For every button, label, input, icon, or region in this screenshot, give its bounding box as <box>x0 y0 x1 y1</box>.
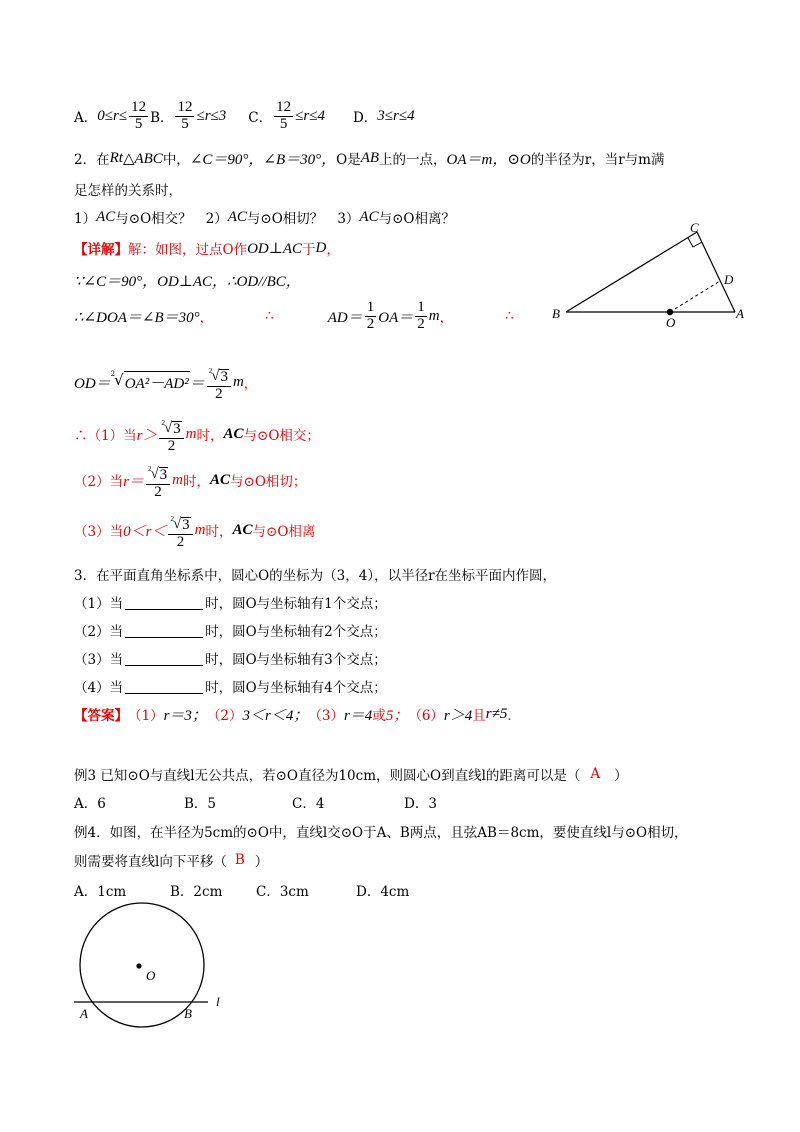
case-math: m <box>194 521 206 538</box>
ex4-answer: B <box>234 852 245 868</box>
solution-text: ， <box>326 242 340 258</box>
case-math: 0＜r＜ <box>123 523 167 540</box>
answer-text: （3） <box>308 708 344 724</box>
ex3-options <box>74 790 437 814</box>
segment-od <box>670 281 720 312</box>
solution-text: ∴ <box>265 308 274 324</box>
solution-math: OA＝ <box>378 309 414 326</box>
sub2-ac: AC <box>227 208 247 225</box>
q2-math: AB <box>360 149 380 166</box>
fraction-half: $\frac{1}{2}$ <box>366 298 375 332</box>
answer-text: （2） <box>206 708 243 724</box>
label-c: C <box>690 220 699 235</box>
q2-stem <box>74 146 664 170</box>
option-c-label: C． <box>248 110 273 126</box>
fraction-12-5: $\frac{12}{5}$ <box>177 98 193 132</box>
ex4-text: 例4．如图，在半径为5cm的⊙O中，直线l交⊙O于A、B两点，且弦AB＝8cm，要使直线l与⊙O相切， <box>74 825 688 841</box>
ex3-text: ） <box>614 768 628 784</box>
case-text: （3）当 <box>74 524 124 540</box>
case-text: 与⊙O相离 <box>252 524 316 540</box>
solution-math: m <box>428 307 440 324</box>
case-3 <box>74 512 315 548</box>
q3-item-pre: （3）当 <box>74 652 124 668</box>
solution-text: ， <box>439 310 454 326</box>
q3-item-1 <box>74 590 387 614</box>
label-o: O <box>146 968 156 983</box>
case-math: m <box>185 425 197 442</box>
fraction-12-5: $\frac{12}{5}$ <box>276 98 292 132</box>
label-a: A <box>736 306 744 321</box>
q2-math: ∠C＝90°，∠B＝30°， <box>189 151 337 168</box>
center-point <box>136 963 141 968</box>
q3-item-2 <box>74 618 387 642</box>
case-text: 与⊙O相切； <box>230 474 307 490</box>
ex4-text: ） <box>254 854 269 870</box>
case-math: AC <box>232 521 253 538</box>
sub3-prefix: 3） <box>337 211 360 227</box>
answer-blank[interactable] <box>125 623 203 638</box>
label-b: B <box>184 1006 192 1021</box>
case-text: 与⊙O相交； <box>243 428 320 444</box>
solution-math: OD⊥AC <box>247 240 303 257</box>
ex4-option: D．4cm <box>356 884 410 900</box>
q2-math: Rt <box>109 149 123 166</box>
fraction-12-5: $\frac{12}{5}$ <box>131 98 147 132</box>
q2-subquestions <box>74 205 455 229</box>
sub1-rest: 与⊙O相交？ <box>115 211 192 227</box>
ex4-stem <box>74 819 688 843</box>
answer-math: 3＜r＜4； <box>242 707 309 724</box>
label-b: B <box>552 306 560 321</box>
ex4-option: A．1cm <box>74 884 127 900</box>
q2-text: 2．在 <box>74 152 110 168</box>
solution-math: ＝ <box>189 375 205 392</box>
q3-item-3 <box>74 646 387 670</box>
option-b-expr: ≤r≤3 <box>196 107 227 124</box>
q3-stem <box>74 562 556 586</box>
case-2 <box>74 462 306 498</box>
circle-figure <box>66 902 236 1032</box>
solution-because <box>74 268 301 292</box>
case-math: AC <box>223 425 244 442</box>
solution-text: 于 <box>302 242 316 258</box>
solution-text: ∴ <box>505 308 514 324</box>
solution-therefore-row <box>74 298 514 332</box>
fraction-sqrt3-2: 2 √ 3 2 <box>146 460 170 501</box>
case-1 <box>74 416 320 452</box>
case-math: r＞ <box>136 427 158 444</box>
case-text: 时， <box>205 524 233 540</box>
answer-blank[interactable] <box>125 595 203 610</box>
q2-math: △ABC <box>122 150 163 167</box>
option-d-expr: 3≤r≤4 <box>377 107 415 124</box>
answer-text: 且 <box>472 708 486 724</box>
label-o: O <box>666 315 676 330</box>
sub2-rest: 与⊙O相切？ <box>246 211 324 227</box>
answer-math: r＝4 <box>343 707 373 724</box>
q2-stem-line2 <box>74 177 182 201</box>
sub3-ac: AC <box>359 208 379 225</box>
fraction-sqrt3-2: 2 √ 3 2 <box>207 362 231 403</box>
ex3-stem <box>74 762 628 786</box>
q2-text: O是 <box>336 152 361 168</box>
sqrt-radical: 2 √ OA²－AD² <box>110 370 189 392</box>
answer-blank[interactable] <box>125 651 203 666</box>
ex3-option: B．5 <box>184 796 217 812</box>
label-a: A <box>80 1006 88 1021</box>
solution-text: ， <box>243 376 258 392</box>
option-a-label: A． <box>74 110 98 126</box>
answer-text: ． <box>507 708 521 724</box>
q3-item-post: 时，圆O与坐标轴有4个交点； <box>205 680 387 696</box>
ex3-option: A．6 <box>74 796 106 812</box>
option-d-label: D． <box>352 110 378 126</box>
case-math: AC <box>210 471 231 488</box>
answer-math: r＞4 <box>443 707 473 724</box>
solution-text: 解：如图，过点O作 <box>128 242 248 258</box>
fraction-half: $\frac{1}{2}$ <box>417 298 425 332</box>
q3-item-pre: （4）当 <box>74 680 124 696</box>
case-text: 时， <box>196 428 224 444</box>
sub1-prefix: 1） <box>74 211 97 227</box>
solution-math: D <box>315 239 327 256</box>
q3-item-pre: （2）当 <box>74 624 124 640</box>
solution-text: ， <box>199 310 214 326</box>
ex4-text: 则需要将直线l向下平移（ <box>74 854 227 870</box>
ex4-option: B．2cm <box>170 884 223 900</box>
solution-math: m <box>232 373 244 390</box>
answer-text: （6） <box>408 708 444 724</box>
q2-text: 的半径为r，当r与m满 <box>530 152 665 168</box>
answer-tag: 【答案】 <box>74 708 128 724</box>
q3-text: 3．在平面直角坐标系中，圆心O的坐标为（3，4），以半径r在坐标平面内作圆， <box>74 568 557 584</box>
option-a-expr: 0≤r≤ <box>97 107 128 124</box>
ex3-option: D．3 <box>404 796 437 812</box>
q2-text: 足怎样的关系时， <box>74 183 182 199</box>
case-math: r＝ <box>123 473 144 490</box>
case-math: m <box>172 471 184 488</box>
sub2-prefix: 2） <box>205 211 228 227</box>
ex3-answer: A <box>590 766 601 782</box>
answer-math: r＝3； <box>163 707 207 724</box>
ex4-options <box>74 878 409 902</box>
option-c-expr: ≤r≤4 <box>295 107 325 124</box>
solution-math: AD＝ <box>327 309 363 326</box>
fraction-sqrt3-2: 2 √ 3 2 <box>168 510 192 551</box>
od-formula <box>74 364 257 400</box>
label-d: D <box>724 272 734 287</box>
q3-answer <box>74 702 521 726</box>
q3-item-4 <box>74 674 387 698</box>
answer-math: r≠5 <box>485 705 508 722</box>
case-text: ∴（1）当 <box>74 428 137 444</box>
side-bc <box>566 232 697 312</box>
solution-math: ∴∠DOA＝∠B＝30° <box>74 309 200 326</box>
solution-intro <box>74 236 340 260</box>
triangle-figure <box>540 218 760 338</box>
q3-item-post: 时，圆O与坐标轴有2个交点； <box>205 624 387 640</box>
ex4-option: C．3cm <box>256 884 309 900</box>
case-text: （2）当 <box>74 474 124 490</box>
option-b-label: B． <box>150 110 174 126</box>
q1-options-row <box>74 98 415 132</box>
answer-text: 或 <box>372 708 386 724</box>
q2-text: 中， <box>162 152 190 168</box>
q2-math: OA＝m，⊙O <box>446 151 531 168</box>
fraction-sqrt3-2: 2 √ 3 2 <box>159 414 183 455</box>
q2-text: 上的一点， <box>379 152 447 168</box>
q3-item-post: 时，圆O与坐标轴有3个交点； <box>205 652 387 668</box>
case-text: 时， <box>183 474 211 490</box>
solution-math: OD＝ <box>74 375 111 392</box>
ex3-text: 例3 已知⊙O与直线l无公共点，若⊙O直径为10cm，则圆心O到直线l的距离可以是（ <box>74 768 581 784</box>
sub3-rest: 与⊙O相离？ <box>378 211 455 227</box>
ex3-option: C．4 <box>292 796 325 812</box>
q3-item-pre: （1）当 <box>74 596 124 612</box>
solution-math: ∵∠C＝90°，OD⊥AC，∴OD//BC， <box>74 273 301 290</box>
answer-text: （1） <box>128 708 164 724</box>
answer-math: 5； <box>385 707 409 724</box>
answer-blank[interactable] <box>125 679 203 694</box>
sub1-ac: AC <box>96 208 116 225</box>
ex4-stem-line2 <box>74 848 268 872</box>
label-l: l <box>216 994 220 1009</box>
q3-item-post: 时，圆O与坐标轴有1个交点； <box>205 596 387 612</box>
solution-tag: 【详解】 <box>74 242 128 258</box>
